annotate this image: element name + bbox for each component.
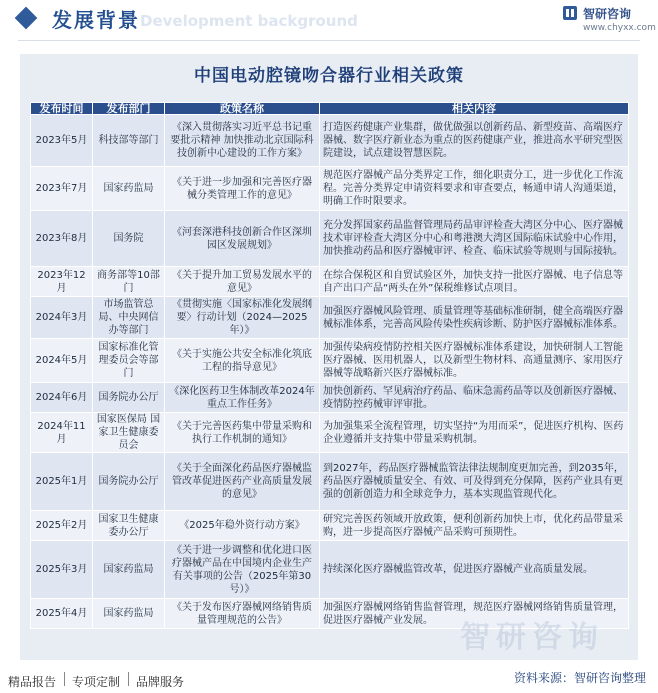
header-divider	[18, 40, 640, 41]
footer-item-reports[interactable]: 精品报告	[8, 675, 57, 689]
table-row	[31, 167, 629, 211]
cell-content: 加强医疗器械风险管理、质量管理等基础标准研制，健全高端医疗器械标准体系，完善高风险传染性疾病诊断、防护医疗器械标准体系。	[320, 297, 629, 339]
cell-name: 《深入贯彻落实习近平总书记重要批示精神 加快推动北京国际科技创新中心建设的工作方案》	[165, 115, 320, 167]
cell-date: 2024年3月	[31, 297, 93, 339]
cell-dept: 商务部等10部门	[93, 267, 165, 297]
cell-dept: 国家医保局 国家卫生健康委员会	[93, 413, 165, 453]
column-header: 发布部门	[93, 103, 165, 115]
cell-date: 2023年12月	[31, 267, 93, 297]
cell-dept: 国家药监局	[93, 541, 165, 599]
footer	[0, 669, 658, 693]
table-row	[31, 211, 629, 267]
cell-date: 2025年1月	[31, 453, 93, 511]
column-header: 相关内容	[320, 103, 629, 115]
table-row	[31, 383, 629, 413]
watermark: 智研咨询	[460, 620, 604, 655]
cell-name: 《关于提升加工贸易发展水平的意见》	[165, 267, 320, 297]
policy-table	[30, 102, 629, 629]
cell-dept: 国家卫生健康委办公厅	[93, 511, 165, 541]
column-header: 政策名称	[165, 103, 320, 115]
cell-date: 2023年7月	[31, 167, 93, 211]
cell-content: 充分发挥国家药品监督管理局药品审评检查大湾区分中心、医疗器械技术审评检查大湾区分中心和粤港澳大湾区国际临床试验中心作用，加快推动药品和医疗器械审评、检查、临床试验等规则与国际接轨。	[320, 211, 629, 267]
cell-dept: 国务院办公厅	[93, 453, 165, 511]
cell-name: 《贯彻实施〈国家标准化发展纲要〉行动计划（2024—2025年）》	[165, 297, 320, 339]
cell-content: 持续深化医疗器械监管改革，促进医疗器械产业高质量发展。	[320, 541, 629, 599]
cell-content: 加快创新药、罕见病治疗药品、临床急需药品等以及创新医疗器械、疫情防控药械审评审批。	[320, 383, 629, 413]
table-row	[31, 541, 629, 599]
cell-content: 到2027年，药品医疗器械监管法律法规制度更加完善，到2035年，药品医疗器械质量安全、有效、可及得到充分保障，医药产业具有更强的创新创造力和全球竞争力，基本实现监管现代化。	[320, 453, 629, 511]
cell-dept: 市场监管总局、中央网信办等部门	[93, 297, 165, 339]
header	[0, 0, 658, 42]
table-row	[31, 511, 629, 541]
cell-dept: 国家药监局	[93, 167, 165, 211]
cell-date: 2023年8月	[31, 211, 93, 267]
header-title: 发展背景	[52, 8, 140, 32]
cell-name: 《关于全面深化药品医疗器械监管改革促进医药产业高质量发展的意见》	[165, 453, 320, 511]
cell-dept: 国务院办公厅	[93, 383, 165, 413]
table-header-row	[31, 103, 629, 115]
cell-dept: 科技部等部门	[93, 115, 165, 167]
cell-name: 《关于实施公共安全标准化筑底工程的指导意见》	[165, 339, 320, 383]
cell-content: 加强医疗器械网络销售监督管理，规范医疗器械网络销售质量管理，促进医疗器械产业发展。	[320, 599, 629, 629]
footer-item-custom[interactable]: 专项定制	[72, 675, 121, 689]
cell-date: 2025年4月	[31, 599, 93, 629]
table-row	[31, 115, 629, 167]
cell-name: 《关于进一步调整和优化进口医疗器械产品在中国境内企业生产有关事项的公告（2025年第30号）》	[165, 541, 320, 599]
cell-name: 《关于完善医药集中带量采购和执行工作机制的通知》	[165, 413, 320, 453]
logo-name: 智研咨询	[583, 7, 632, 21]
table-row	[31, 267, 629, 297]
table-title: 中国电动腔镜吻合器行业相关政策	[194, 66, 464, 86]
cell-name: 《2025年稳外资行动方案》	[165, 511, 320, 541]
logo-icon	[562, 5, 578, 21]
cell-date: 2024年6月	[31, 383, 93, 413]
cell-date: 2024年11月	[31, 413, 93, 453]
cell-name: 《深化医药卫生体制改革2024年重点工作任务》	[165, 383, 320, 413]
logo-url: www.chyxx.com	[583, 23, 656, 33]
cell-content: 规范医疗器械产品分类界定工作，细化职责分工，进一步优化工作流程。完善分类界定申请资料要求和审查要点，畅通申请人沟通渠道，明确工作时限要求。	[320, 167, 629, 211]
table-row	[31, 453, 629, 511]
cell-date: 2024年5月	[31, 339, 93, 383]
cell-content: 在综合保税区和自贸试验区外，加快支持一批医疗器械、电子信息等自产出口产品“两头在外”保税维修试点项目。	[320, 267, 629, 297]
cell-content: 加强传染病疫情防控相关医疗器械标准体系建设，加快研制人工智能医疗器械、医用机器人，以及新型生物材料、高通量测序、家用医疗器械等战略新兴医疗器械标准。	[320, 339, 629, 383]
cell-name: 《河套深港科技创新合作区深圳园区发展规划》	[165, 211, 320, 267]
header-subtitle-en: Development background	[140, 12, 358, 30]
column-header: 发布时间	[31, 103, 93, 115]
table-row	[31, 339, 629, 383]
cell-dept: 国家药监局	[93, 599, 165, 629]
cell-content: 打造医药健康产业集群，做优做强以创新药品、新型疫苗、高端医疗器械、数字医疗新业态为重点的医药健康产业，推进高水平研究型医院建设，试点建设智慧医院。	[320, 115, 629, 167]
policy-panel	[20, 54, 638, 660]
cell-date: 2025年3月	[31, 541, 93, 599]
cell-date: 2023年5月	[31, 115, 93, 167]
footer-separator	[64, 672, 65, 686]
footer-separator	[128, 672, 129, 686]
cell-dept: 国家标准化管理委员会等部门	[93, 339, 165, 383]
cell-content: 为加强集采全流程管理，切实坚持“为用而采”，促进医疗机构、医药企业遵循并支持集中带量采购机制。	[320, 413, 629, 453]
cell-date: 2025年2月	[31, 511, 93, 541]
cell-content: 研究完善医药领域开放政策，便利创新药加快上市，优化药品带量采购，进一步提高医疗器械产品采购可预期性。	[320, 511, 629, 541]
diamond-icon	[15, 7, 38, 30]
source-note: 资料来源：智研咨询整理	[513, 671, 646, 685]
footer-item-brand[interactable]: 品牌服务	[136, 675, 185, 689]
cell-dept: 国务院	[93, 211, 165, 267]
cell-name: 《关于进一步加强和完善医疗器械分类管理工作的意见》	[165, 167, 320, 211]
table-row	[31, 413, 629, 453]
table-row	[31, 297, 629, 339]
cell-name: 《关于发布医疗器械网络销售质量管理规范的公告》	[165, 599, 320, 629]
